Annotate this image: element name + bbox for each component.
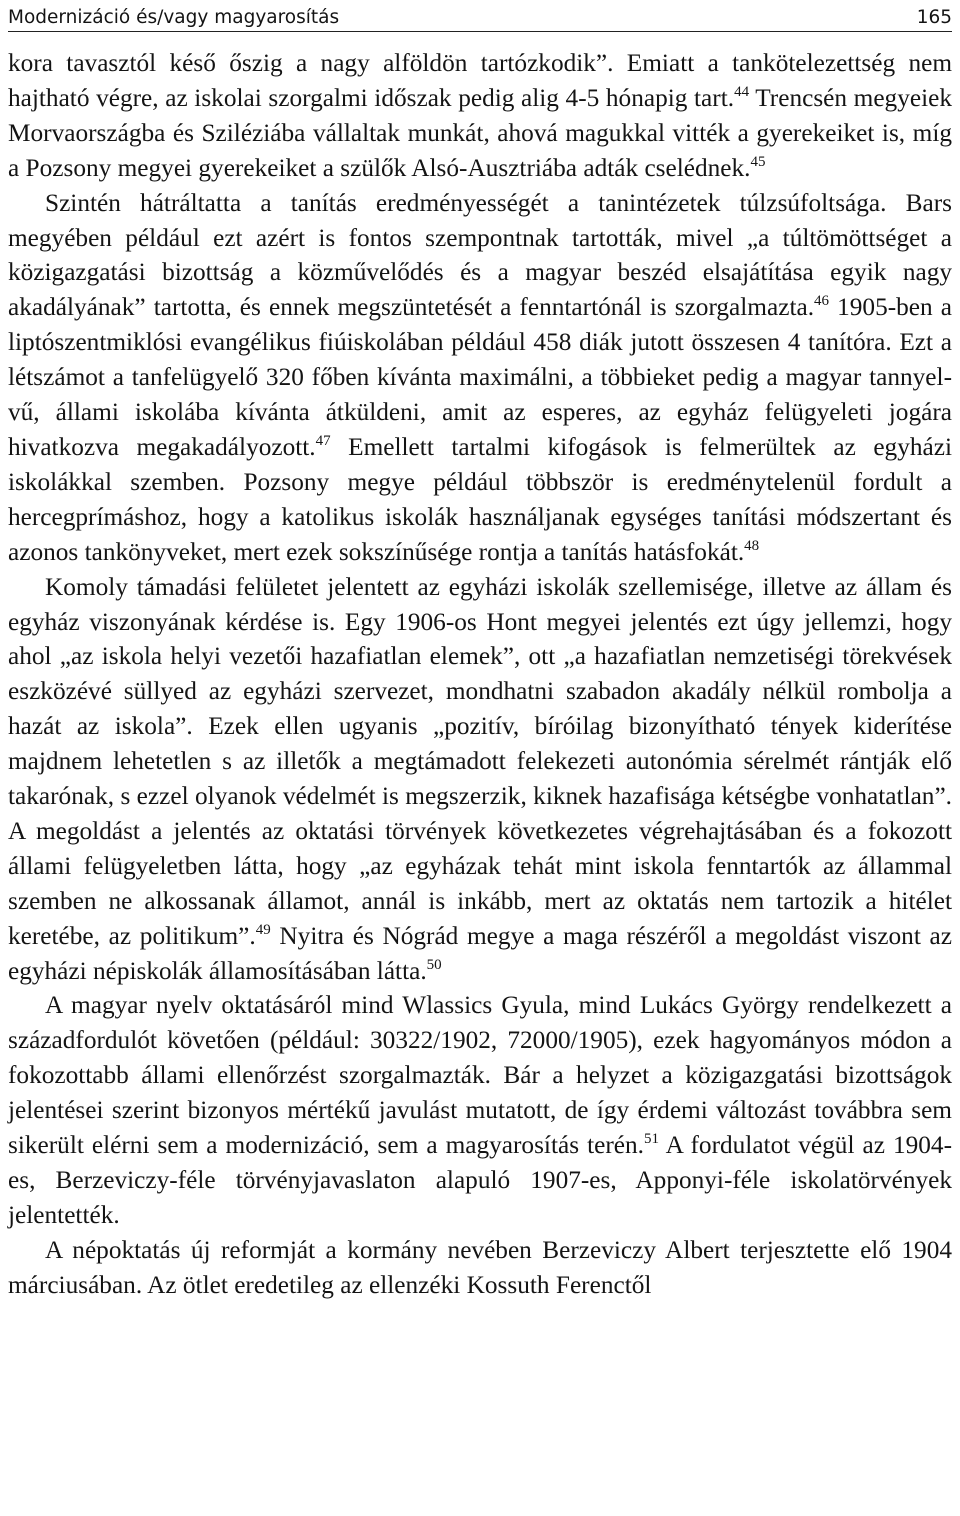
paragraph-4: [8, 988, 959, 1232]
text-run: 1905-ben a liptószentmiklósi evangélikus fiúiskolában például 458 diák jutott összesen 4 tanítóra. Ezt a létszámot a tanfelügyelő 320 főben kívánta maximálni, a többieket pedig a magyar tannyelvű, állami iskolába kívánta átküldeni, amit az esperes, az egyház felügyeleti jogára hivatkozva megakadályozott.: [8, 293, 959, 461]
footnote-ref-44[interactable]: 44: [734, 83, 750, 100]
text-run: Nyitra és Nógrád megye a maga részéről a megoldást viszont az egyházi népiskolák államosításában látta.: [8, 921, 959, 985]
paragraph-3: [8, 570, 959, 989]
footnote-ref-46[interactable]: 46: [814, 293, 830, 310]
running-header: [8, 0, 952, 32]
footnote-ref-48[interactable]: 48: [744, 537, 760, 554]
paragraph-1: [8, 46, 959, 186]
page-number: 165: [916, 7, 952, 28]
footnote-ref-45[interactable]: 45: [750, 153, 766, 170]
text-run: Szintén hátráltatta a tanítás eredményességét a tanintézetek túlzsúfoltsága. Bars megyében például ezt azért is fontos szempontnak tartották, mivel „a túltömöttséget a közigazgatási bizottság a közművelődés és a magyar beszéd elsajátítása egyik nagy akadályának” tartotta, és ennek megszüntetését a fenntartónál is szorgalmazta.: [8, 188, 959, 322]
footnote-ref-47[interactable]: 47: [315, 432, 331, 449]
footnote-ref-51[interactable]: 51: [643, 1131, 659, 1148]
running-title: Modernizáció és/vagy magyarosítás: [8, 7, 340, 28]
body-text: [8, 46, 959, 1303]
footnote-ref-49[interactable]: 49: [255, 921, 271, 938]
paragraph-2: [8, 186, 959, 570]
text-run: Emellett tartalmi kifogások is felmerültek az egyházi iskolákkal szemben. Pozsony megye például többször is eredménytelenül fordult a hercegprímáshoz, hogy a katolikus iskolák használjanak egységes tanítási módszertant és azonos tankönyveket, mert ezek sokszínűsége rontja a tanítás hatásfokát.: [8, 432, 959, 566]
text-run: kora tavasztól késő őszig a nagy alföldön tartózkodik”. Emiatt a tankötelezettség nem hajtható végre, az iskolai szorgalmi időszak pedig alig 4-5 hónapig tart.: [8, 49, 959, 112]
text-run: Trencsén megyeiek Morvaországba és Sziléziába vállaltak munkát, ahová magukkal vitték a gyerekeiket is, míg a Pozsony megyei gyerekeiket a szülők Alsó-Ausztriába adták cselédnek.: [8, 83, 959, 182]
text-run: Komoly támadási felületet jelentett az egyházi iskolák szellemisége, illetve az állam és egyház viszonyának kérdése is. Egy 1906-os Hont megyei jelentés ezt úgy jellemzi, hogy ahol „az iskola helyi vezetői hazafiatlan elemek”, ott „a hazafiatlan nemzetiségi törekvések eszközévé süllyed az egyházi szervezet, mondhatni szabadon akadály nélkül rombolja a hazát az iskola”. Ezek ellen ugyanis „pozitív, bíróilag bizonyítható tények kiderítése majdnem lehetetlen s az illetők a megtámadott felekezeti autonómia sérelmét rántják elő takarónak, s ezzel olyanok védelmét is megszerzik, kiknek hazafisága kétségbe vonhatatlan”. A megoldást a jelentés az oktatási törvények következetes végrehajtásában és a fokozott állami felügyeletben látta, hogy „az egyházak tehát mint iskola fenntartók az állammal szemben ne alkossanak államot, annál is inkább, mert az oktatás nem tartozik a hitélet keretébe, az politikum”.: [8, 572, 959, 950]
text-run: A magyar nyelv oktatásáról mind Wlassics Gyula, mind Lukács György rendelkezett a századfordulót követően (például: 30322/1902, 72000/1905), ezek hagyományos módon a fokozottabb állami ellenőrzést szorgalmazták. Bár a helyzet a közigazgatási bizottságok jelentései szerint bizonyos mértékű javulást mutatott, de így érdemi változást továbbra sem sikerült elérni sem a modernizáció, sem a magyarosítás terén.: [8, 991, 959, 1160]
paragraph-5: [8, 1233, 959, 1303]
text-run: A népoktatás új reformját a kormány nevében Berzeviczy Albert terjesztette elő 1904 márciusában. Az ötlet eredetileg az ellenzéki Kossuth Ferenctől: [8, 1235, 959, 1299]
text-run: A fordulatot végül az 1904-es, Berzeviczy-féle törvényjavaslaton alapuló 1907-es, Apponyi-féle iskolatörvények jelentették.: [8, 1131, 959, 1229]
footnote-ref-50[interactable]: 50: [426, 956, 442, 973]
